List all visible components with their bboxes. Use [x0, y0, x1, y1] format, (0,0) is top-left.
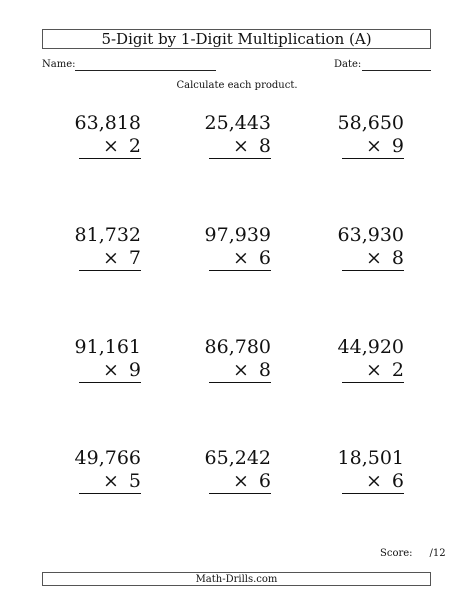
problem-item — [326, 224, 404, 270]
multiplier: 9 — [391, 135, 404, 157]
multiplicand: 44,920 — [337, 336, 404, 358]
name-date-row — [42, 59, 431, 73]
problem-item — [63, 447, 141, 493]
multiplier-row — [366, 470, 404, 493]
multiplicand: 18,501 — [337, 447, 404, 469]
problem-item — [63, 224, 141, 270]
multiplicand: 25,443 — [204, 112, 271, 134]
multiplicand: 63,930 — [337, 224, 404, 246]
multiplier: 6 — [258, 470, 271, 492]
problem-item — [63, 112, 141, 158]
multiplier-row — [366, 359, 404, 382]
answer-line — [342, 382, 404, 383]
multiplier-row — [233, 135, 271, 158]
multiplier: 6 — [391, 470, 404, 492]
multiplicand: 81,732 — [74, 224, 141, 246]
problem-item — [326, 112, 404, 158]
answer-line — [342, 158, 404, 159]
answer-line — [209, 270, 271, 271]
multiplier-row — [233, 247, 271, 270]
multiplier-row — [233, 359, 271, 382]
worksheet-title-box — [42, 29, 431, 49]
multiplicand: 65,242 — [204, 447, 271, 469]
multiplicand: 86,780 — [204, 336, 271, 358]
answer-line — [79, 158, 141, 159]
times-sign: × — [365, 359, 382, 381]
instructions: Calculate each product. — [176, 80, 298, 91]
multiplier: 8 — [258, 359, 271, 381]
times-sign: × — [232, 247, 249, 269]
score-label: Score: — [380, 548, 413, 559]
date-label: Date: — [334, 59, 362, 70]
times-sign: × — [102, 359, 119, 381]
multiplicand: 97,939 — [204, 224, 271, 246]
multiplier-row — [366, 247, 404, 270]
answer-line — [209, 382, 271, 383]
times-sign: × — [232, 470, 249, 492]
times-sign: × — [365, 247, 382, 269]
multiplier: 5 — [128, 470, 141, 492]
problem-item — [193, 112, 271, 158]
multiplier-row — [366, 135, 404, 158]
answer-line — [79, 382, 141, 383]
times-sign: × — [365, 470, 382, 492]
times-sign: × — [102, 135, 119, 157]
multiplier: 9 — [128, 359, 141, 381]
name-label: Name: — [42, 59, 76, 70]
multiplier-row — [103, 247, 141, 270]
times-sign: × — [102, 247, 119, 269]
worksheet-title: 5-Digit by 1-Digit Multiplication (A) — [101, 30, 372, 48]
answer-line — [342, 270, 404, 271]
multiplier: 8 — [258, 135, 271, 157]
problem-item — [326, 336, 404, 382]
multiplier: 7 — [128, 247, 141, 269]
date-blank-line — [362, 70, 431, 71]
name-blank-line — [75, 70, 216, 71]
multiplier-row — [103, 470, 141, 493]
multiplier: 6 — [258, 247, 271, 269]
multiplier-row — [233, 470, 271, 493]
answer-line — [209, 493, 271, 494]
multiplicand: 63,818 — [74, 112, 141, 134]
answer-line — [79, 270, 141, 271]
answer-line — [342, 493, 404, 494]
times-sign: × — [365, 135, 382, 157]
multiplier: 2 — [391, 359, 404, 381]
multiplier: 8 — [391, 247, 404, 269]
score-area — [380, 548, 446, 559]
problem-item — [193, 224, 271, 270]
score-total: /12 — [429, 548, 446, 559]
times-sign: × — [232, 135, 249, 157]
multiplier: 2 — [128, 135, 141, 157]
multiplicand: 91,161 — [74, 336, 141, 358]
times-sign: × — [232, 359, 249, 381]
site-credit: Math-Drills.com — [195, 573, 278, 585]
answer-line — [79, 493, 141, 494]
problem-item — [193, 447, 271, 493]
problem-item — [63, 336, 141, 382]
multiplier-row — [103, 135, 141, 158]
multiplicand: 49,766 — [74, 447, 141, 469]
footer-box — [42, 572, 431, 586]
answer-line — [209, 158, 271, 159]
problem-item — [326, 447, 404, 493]
problem-item — [193, 336, 271, 382]
multiplicand: 58,650 — [337, 112, 404, 134]
multiplier-row — [103, 359, 141, 382]
times-sign: × — [102, 470, 119, 492]
